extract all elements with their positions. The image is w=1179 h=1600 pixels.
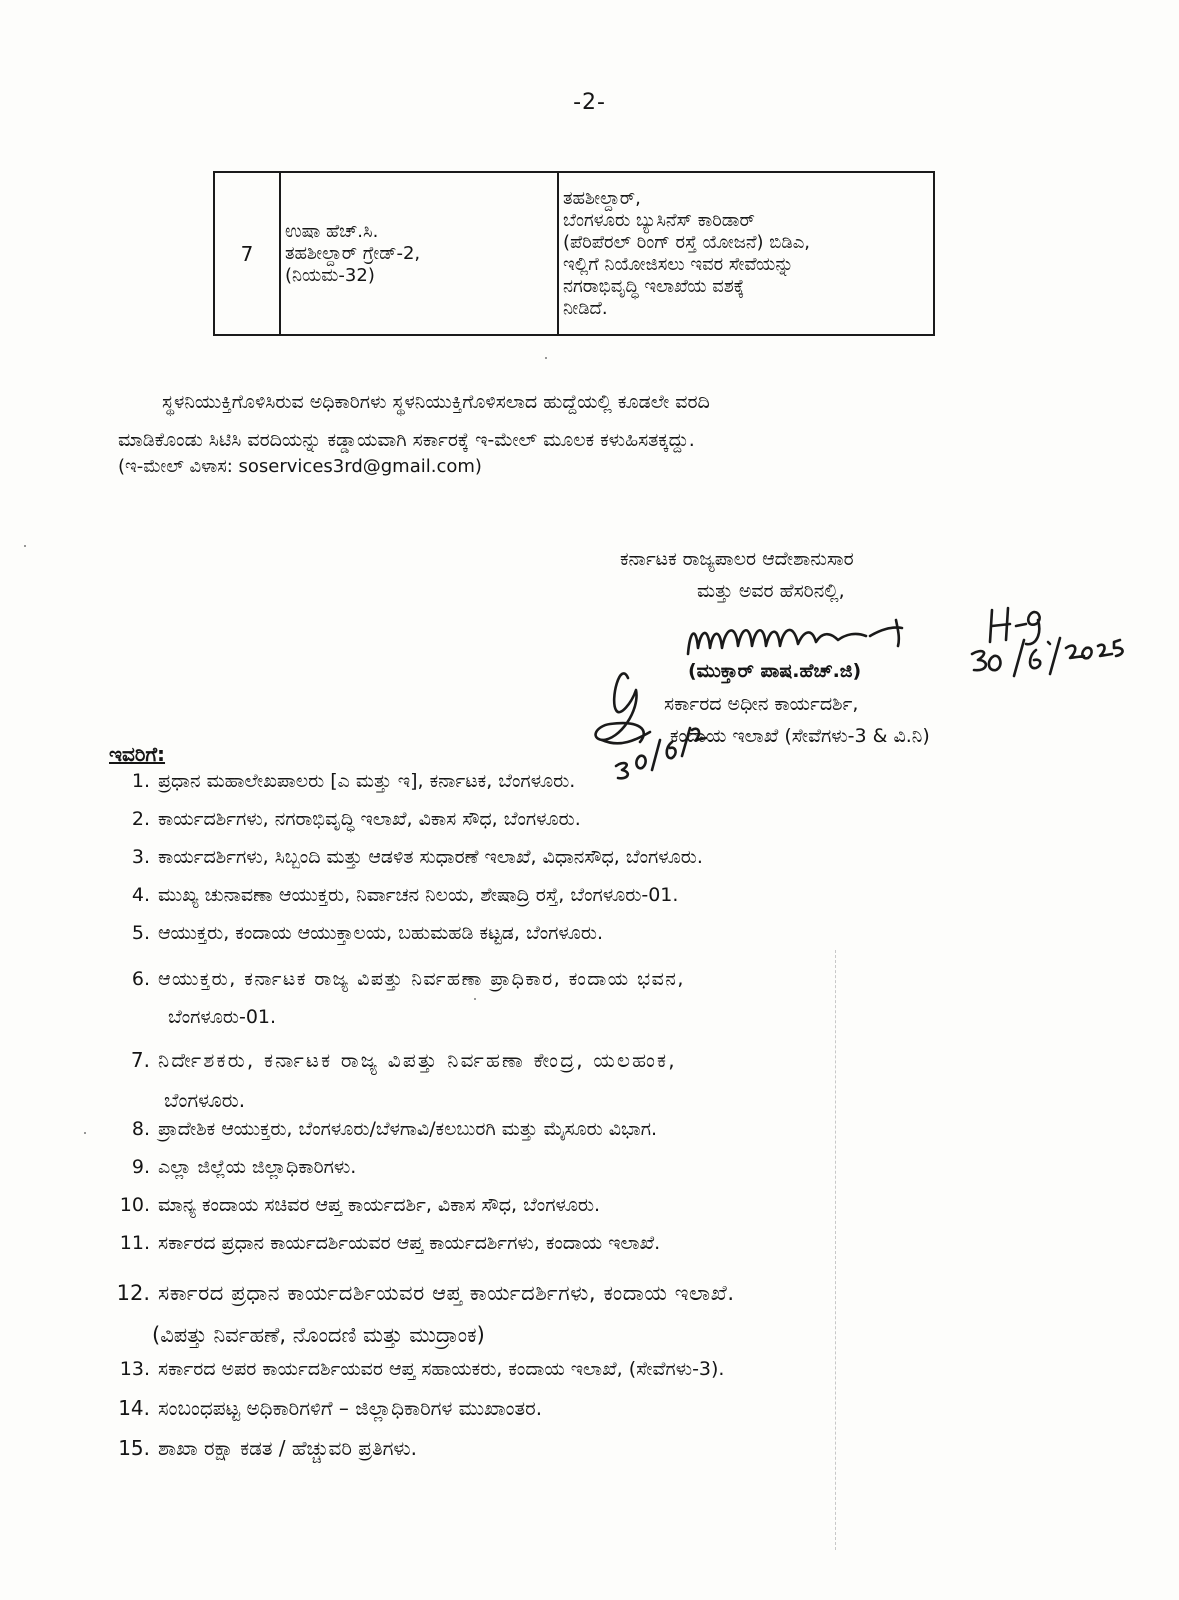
recipient-text: ಮುಖ್ಯ ಚುನಾವಣಾ ಆಯುಕ್ತರು, ನಿರ್ವಾಚನ ನಿಲಯ, ಶೇಷಾದ್ರಿ ರಸ್ತೆ, ಬೆಂಗಳೂರು-01. (158, 884, 679, 906)
posting-line: ನೀಡಿದೆ. (563, 297, 608, 319)
table-row (214, 172, 934, 335)
scan-artifact-dot (24, 545, 26, 547)
recipient-number: 2. (131, 808, 150, 830)
instruction-paragraph (118, 383, 1078, 459)
recipient-item (108, 846, 1068, 868)
recipient-text: ಕಾರ್ಯದರ್ಶಿಗಳು, ಸಿಬ್ಬಂದಿ ಮತ್ತು ಆಡಳಿತ ಸುಧಾರಣೆ ಇಲಾಖೆ, ವಿಧಾನಸೌಧ, ಬೆಂಗಳೂರು. (158, 846, 703, 868)
recipient-text: ಆಯುಕ್ತರು, ಕರ್ನಾಟಕ ರಾಜ್ಯ ವಿಪತ್ತು ನಿರ್ವಹಣಾ ಪ್ರಾಧಿಕಾರ, ಕಂದಾಯ ಭವನ, (158, 968, 685, 990)
recipient-item (108, 1232, 1068, 1254)
scan-artifact-dot (474, 998, 476, 1000)
recipient-number: 12. (116, 1281, 150, 1305)
posting-line: ತಹಶೀಲ್ದಾರ್, (563, 187, 641, 209)
instruction-line: ಮಾಡಿಕೊಂಡು ಸಿಟಿಸಿ ವರದಿಯನ್ನು ಕಡ್ಡಾಯವಾಗಿ ಸರ್ಕಾರಕ್ಕೆ ಇ-ಮೇಲ್ ಮೂಲಕ ಕಳುಹಿಸತಕ್ಕದ್ದು. (118, 429, 695, 451)
recipient-text: ಎಲ್ಲಾ ಜಿಲ್ಲೆಯ ಜಿಲ್ಲಾಧಿಕಾರಿಗಳು. (158, 1156, 357, 1178)
recipient-number: 14. (118, 1396, 150, 1420)
officer-rule: (ನಿಯಮ-32) (285, 264, 375, 286)
signer-designation-block (664, 688, 930, 752)
scan-artifact-line (835, 950, 836, 1550)
posting-table (213, 171, 935, 336)
posting-line: ಬೆಂಗಳೂರು ಬ್ಯುಸಿನೆಸ್ ಕಾರಿಡಾರ್ (563, 209, 755, 231)
recipient-item (108, 1272, 1068, 1356)
recipient-number: 9. (131, 1156, 150, 1178)
authority-line: ಮತ್ತು ಅವರ ಹೆಸರಿನಲ್ಲಿ, (697, 580, 845, 602)
recipient-number: 15. (118, 1436, 150, 1460)
recipient-number: 6. (131, 968, 150, 990)
signer-department: ಕಂದಾಯ ಇಲಾಖೆ (ಸೇವೆಗಳು-3 & ವಿ.ನಿ) (670, 725, 930, 747)
recipient-number: 5. (131, 922, 150, 944)
recipients-heading: ಇವರಿಗೆ: (109, 742, 166, 766)
recipient-item (108, 884, 1068, 906)
recipient-item (108, 922, 1068, 944)
recipient-item (108, 770, 1068, 792)
recipient-text: ಪ್ರಧಾನ ಮಹಾಲೇಖಪಾಲರು [ಎ ಮತ್ತು ಇ], ಕರ್ನಾಟಕ, ಬೆಂಗಳೂರು. (158, 770, 576, 792)
posting-details-cell (558, 172, 934, 335)
posting-line: (ಪೆರಿಪೆರಲ್ ರಿಂಗ್ ರಸ್ತೆ ಯೋಜನೆ) ಬಿಡಿಎ, (563, 231, 811, 253)
recipient-item (108, 1396, 1068, 1420)
recipient-item (108, 1040, 1068, 1120)
recipient-text: ಸರ್ಕಾರದ ಪ್ರಧಾನ ಕಾರ್ಯದರ್ಶಿಯವರ ಆಪ್ತ ಕಾರ್ಯದರ್ಶಿಗಳು, ಕಂದಾಯ ಇಲಾಖೆ. (158, 1281, 735, 1305)
posting-line: ನಗರಾಭಿವೃದ್ಧಿ ಇಲಾಖೆಯ ವಶಕ್ಕೆ (563, 275, 745, 297)
recipient-text: ಸರ್ಕಾರದ ಪ್ರಧಾನ ಕಾರ್ಯದರ್ಶಿಯವರ ಆಪ್ತ ಕಾರ್ಯದರ್ಶಿಗಳು, ಕಂದಾಯ ಇಲಾಖೆ. (158, 1232, 661, 1254)
officer-name: ಉಷಾ ಹೆಚ್.ಸಿ. (285, 220, 379, 242)
recipient-number: 4. (131, 884, 150, 906)
officer-name-cell (280, 172, 558, 335)
scan-artifact-dot (84, 1132, 86, 1134)
recipient-item (108, 808, 1068, 830)
recipient-item (108, 960, 1068, 1036)
recipient-text: ಕಾರ್ಯದರ್ಶಿಗಳು, ನಗರಾಭಿವೃದ್ಧಿ ಇಲಾಖೆ, ವಿಕಾಸ ಸೌಧ, ಬೆಂಗಳೂರು. (158, 808, 581, 830)
recipient-number: 8. (131, 1118, 150, 1140)
recipient-text: ಮಾನ್ಯ ಕಂದಾಯ ಸಚಿವರ ಆಪ್ತ ಕಾರ್ಯದರ್ಶಿ, ವಿಕಾಸ ಸೌಧ, ಬೆಂಗಳೂರು. (158, 1194, 601, 1216)
recipient-text: ಶಾಖಾ ರಕ್ಷಾ ಕಡತ / ಹೆಚ್ಚುವರಿ ಪ್ರತಿಗಳು. (158, 1436, 418, 1460)
authority-line: ಕರ್ನಾಟಕ ರಾಜ್ಯಪಾಲರ ಆದೇಶಾನುಸಾರ (620, 548, 854, 570)
recipient-number: 13. (119, 1358, 150, 1380)
recipient-text-continued: (ವಿಪತ್ತು ನಿರ್ವಹಣೆ, ನೊಂದಣಿ ಮತ್ತು ಮುದ್ರಾಂಕ) (152, 1323, 485, 1347)
recipient-text-continued: ಬೆಂಗಳೂರು. (164, 1088, 246, 1112)
recipient-number: 10. (119, 1194, 150, 1216)
recipient-item (108, 1156, 1068, 1178)
instruction-line: ಸ್ಥಳನಿಯುಕ್ತಿಗೊಳಿಸಿರುವ ಅಧಿಕಾರಿಗಳು ಸ್ಥಳನಿಯುಕ್ತಿಗೊಳಿಸಲಾದ ಹುದ್ದೆಯಲ್ಲಿ ಕೂಡಲೇ ವರದಿ (162, 391, 710, 413)
recipient-text: ಸರ್ಕಾರದ ಅಪರ ಕಾರ್ಯದರ್ಶಿಯವರ ಆಪ್ತ ಸಹಾಯಕರು, ಕಂದಾಯ ಇಲಾಖೆ, (ಸೇವೆಗಳು-3). (158, 1358, 725, 1380)
serial-number-cell: 7 (214, 172, 280, 335)
recipient-text: ಪ್ರಾದೇಶಿಕ ಆಯುಕ್ತರು, ಬೆಂಗಳೂರು/ಬೆಳಗಾವಿ/ಕಲಬುರಗಿ ಮತ್ತು ಮೈಸೂರು ವಿಭಾಗ. (158, 1118, 658, 1140)
recipient-number: 11. (119, 1232, 150, 1254)
page-number: -2- (573, 90, 606, 115)
authority-block (620, 543, 1060, 607)
recipient-text: ಆಯುಕ್ತರು, ಕಂದಾಯ ಆಯುಕ್ತಾಲಯ, ಬಹುಮಹಡಿ ಕಟ್ಟಡ, ಬೆಂಗಳೂರು. (158, 922, 603, 944)
recipient-number: 1. (131, 770, 150, 792)
email-line: (ಇ-ಮೇಲ್ ವಿಳಾಸ: soservices3rd@gmail.com) (118, 456, 482, 477)
recipient-number: 3. (131, 846, 150, 868)
recipient-number: 7. (130, 1048, 150, 1072)
officer-grade: ತಹಶೀಲ್ದಾರ್ ಗ್ರೇಡ್-2, (285, 242, 421, 264)
signer-designation: ಸರ್ಕಾರದ ಅಧೀನ ಕಾರ್ಯದರ್ಶಿ, (664, 693, 859, 715)
recipient-item (108, 1118, 1068, 1140)
recipient-text: ಸಂಬಂಧಪಟ್ಟ ಅಧಿಕಾರಿಗಳಿಗೆ – ಜಿಲ್ಲಾಧಿಕಾರಿಗಳ ಮುಖಾಂತರ. (158, 1396, 543, 1420)
recipient-text-continued: ಬೆಂಗಳೂರು-01. (168, 1006, 277, 1028)
recipient-item (108, 1436, 1068, 1460)
recipient-item (108, 1194, 1068, 1216)
posting-line: ಇಲ್ಲಿಗೆ ನಿಯೋಜಿಸಲು ಇವರ ಸೇವೆಯನ್ನು (563, 253, 794, 275)
recipient-text: ನಿರ್ದೇಶಕರು, ಕರ್ನಾಟಕ ರಾಜ್ಯ ವಿಪತ್ತು ನಿರ್ವಹಣಾ ಕೇಂದ್ರ, ಯಲಹಂಕ, (158, 1048, 677, 1072)
recipient-item (108, 1358, 1068, 1380)
scan-artifact-dot (545, 357, 547, 359)
signer-name: (ಮುಕ್ತಾರ್ ಪಾಷ.ಹೆಚ್.ಜಿ) (688, 660, 862, 682)
